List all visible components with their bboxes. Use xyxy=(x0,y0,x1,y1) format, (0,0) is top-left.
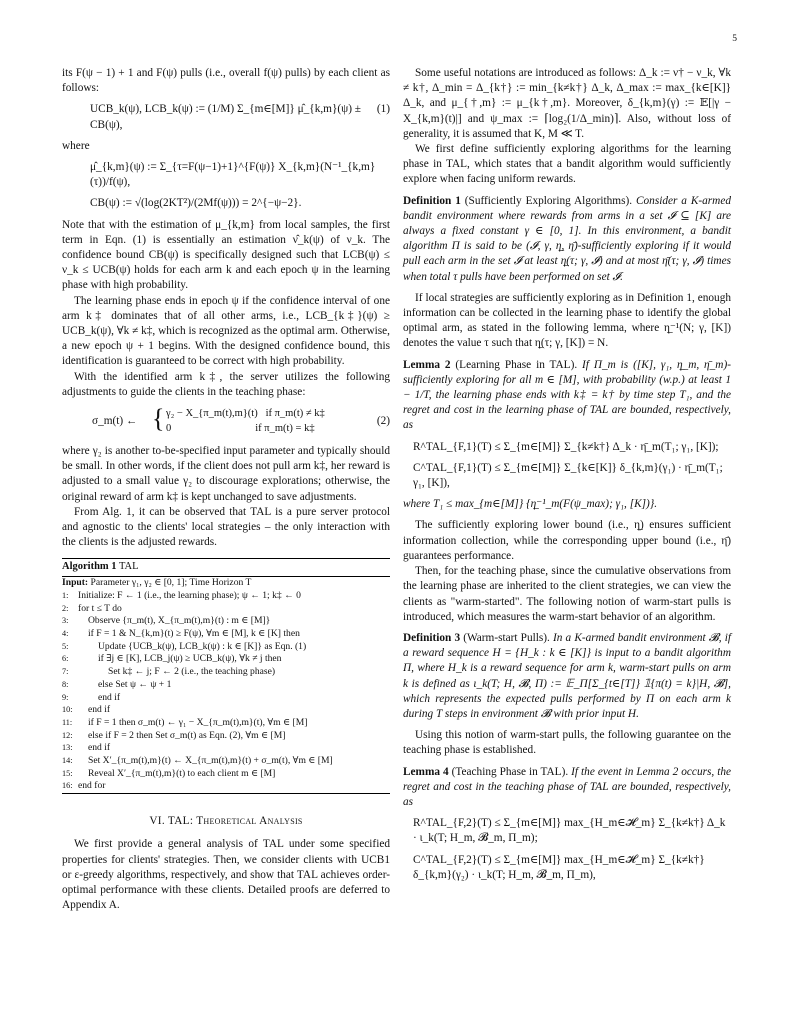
paragraph: Some useful notations are introduced as follows: Δ_k := ν† − ν_k, ∀k ≠ k†, Δ_min = Δ_{k†} := min_{k≠k†} Δ_k, Δ_max := max_{k∈[K]} Δ_k, and μ_{†,m} := μ_{k†,m}. Moreover, δ_{k,m}(γ) := 𝔼[|γ − X_{k,m}(t)|] and ψ_max := ⌈log₂(1/Δ_min)⌉. Also, without loss of generality, it is assumed that K, M ≪ T. xyxy=(403,67,731,140)
equation-cost: C^TAL_{F,2}(T) ≤ Σ_{m∈[M]} max_{H_m∈𝓗_m} Σ_{k≠k†} δ_{k,m}(γ₂) · ι_k(T; H_m, 𝓑_m, Π_m), xyxy=(413,853,705,881)
definition-label: Definition 3 xyxy=(403,631,461,644)
line-text: end if xyxy=(88,742,111,754)
line-number: 14: xyxy=(62,756,73,766)
line-number: 10: xyxy=(62,705,73,715)
right-column xyxy=(403,66,731,889)
equation-mu xyxy=(62,160,390,190)
algorithm-box xyxy=(62,558,390,794)
line-number: 4: xyxy=(62,629,69,638)
equation-number: (1) xyxy=(376,103,390,116)
line-text: Set k‡ ← j; F ← 2 (i.e., the teaching phase) xyxy=(108,666,276,678)
equation-2 xyxy=(62,406,390,438)
lemma-where: where T₁ ≤ max_{m∈[M]} {η̲⁻¹_m(F(ψ_max); γ₁, [K])}. xyxy=(403,498,658,511)
line-text: Set X′_{π_m(t),m}(t) ← X_{π_m(t),m}(t) + σ_m(t), ∀m ∈ [M] xyxy=(88,755,333,767)
lemma-name: (Learning Phase in TAL). xyxy=(455,358,578,371)
line-text: for t ≤ T do xyxy=(78,602,122,614)
line-number: 15: xyxy=(62,768,73,778)
line-text: end for xyxy=(78,780,106,792)
equation-case: 0 if π_m(t) = k‡ xyxy=(166,423,315,435)
input-label: Input: xyxy=(62,577,89,589)
paragraph: If local strategies are sufficiently exploring as in Definition 1, enough information can be collected in the learning phase to identify the global optimal arm, as stated in the following lemma, where η̲⁻¹(N; γ, [K]) denotes the value τ such that η̲(τ; γ, [K]) = N. xyxy=(403,291,731,350)
algorithm-title xyxy=(62,559,390,577)
equation-lhs: σ_m(t) ← xyxy=(92,415,138,428)
line-number: 3: xyxy=(62,616,69,626)
equation-cost: C^TAL_{F,1}(T) ≤ Σ_{m∈[M]} Σ_{k∈[K]} δ_{k,m}(γ₁) · η̄_m(T₁; γ₁, [K]), xyxy=(413,461,723,490)
line-number: 2: xyxy=(62,603,69,613)
paragraph: Then, for the teaching phase, since the cumulative observations from the learning phase are inherited to the client strategies, we can view the clients as "warm-started". The following notion of warm-start pulls is introduced, which measures the warm-start behavior of an algorithm. xyxy=(403,565,731,623)
line-text: if ∃j ∈ [K], LCB_j(ψ) ≥ UCB_k(ψ), ∀k ≠ j then xyxy=(98,653,282,665)
algorithm-line xyxy=(62,780,390,793)
definition-name: (Warm-start Pulls). xyxy=(463,631,550,644)
equation-body: UCB_k(ψ), LCB_k(ψ) := (1/M) Σ_{m∈[M]} μ̂_{k,m}(ψ) ± CB(ψ), xyxy=(90,103,362,131)
definition-1 xyxy=(403,194,731,285)
algorithm-line xyxy=(62,603,390,616)
lemma-4 xyxy=(403,765,731,811)
lemma-label: Lemma 2 xyxy=(403,358,451,371)
paragraph: We first define sufficiently exploring algorithms for the learning phase in TAL, which states that a bandit algorithm would sufficiently explore when facing uniform rewards. xyxy=(403,143,731,186)
line-number: 8: xyxy=(62,679,69,689)
equation-1 xyxy=(62,102,390,132)
definition-3 xyxy=(403,631,731,722)
algorithm-line xyxy=(62,742,390,755)
line-text: else Set ψ ← ψ + 1 xyxy=(98,678,172,690)
algorithm-line xyxy=(62,730,390,743)
lemma-2-equations xyxy=(403,440,731,492)
line-number: 9: xyxy=(62,692,69,702)
equation-number: (2) xyxy=(376,415,390,428)
line-number: 1: xyxy=(62,590,69,600)
equation-regret: R^TAL_{F,2}(T) ≤ Σ_{m∈[M]} max_{H_m∈𝓗_m} Σ_{k≠k†} Δ_k · ι_k(T; H_m, 𝓑_m, Π_m); xyxy=(413,817,726,845)
paragraph: its F(ψ − 1) + 1 and F(ψ) pulls (i.e., overall f(ψ) pulls) by each client as follows: xyxy=(62,67,390,95)
algorithm-input xyxy=(62,577,390,590)
line-text: end if xyxy=(98,691,121,703)
line-number: 6: xyxy=(62,654,69,664)
algorithm-line xyxy=(62,755,390,768)
equation-cb xyxy=(62,196,390,211)
definition-label: Definition 1 xyxy=(403,194,461,207)
algorithm-label: Algorithm 1 xyxy=(62,561,117,573)
input-text: Parameter γ₁, γ₂ ∈ [0, 1]; Time Horizon T xyxy=(90,577,252,589)
algorithm-line xyxy=(62,653,390,666)
line-text: if F = 1 & N_{k,m}(t) ≥ F(ψ), ∀m ∈ [M], k ∈ [K] then xyxy=(88,628,300,639)
equation-body: CB(ψ) := √(log(2KT²)/(2Mf(ψ))) = 2^{−ψ−2}. xyxy=(90,197,302,210)
algorithm-name: TAL xyxy=(118,561,139,573)
algorithm-line xyxy=(62,679,390,692)
paragraph: where xyxy=(62,139,90,152)
definition-body: In a K-armed bandit environment 𝓑, if a reward sequence H = {H_k : k ∈ [K]} is input to a bandit algorithm Π, where H_k is a reward sequence for arm k, warm-start pulls on arm k is defined as ι_k(T; H, 𝓑, Π) := 𝔼_Π[Σ_{t∈[T]} 𝟙{π(t) = k}|H, 𝓑], which represents the expected pulls performed by Π on each arm k during T steps in environment 𝓑 with prior input H. xyxy=(403,631,732,720)
line-number: 5: xyxy=(62,641,69,651)
lemma-body: If Π_m is ([K], γ₁, η̲_m, η̄_m)-sufficiently exploring for all m ∈ [M], with probability (w.p.) at least 1 − 1/T, the learning phase ends with k‡ = k† by time step T₁, and the regret and cost in the learning phase of TAL are bounded, respectively, as xyxy=(403,358,731,432)
lemma-body: If the event in Lemma 2 occurs, the regret and cost in the teaching phase of TAL are bounded, respectively, as xyxy=(403,765,731,808)
equation-regret: R^TAL_{F,1}(T) ≤ Σ_{m∈[M]} Σ_{k≠k†} Δ_k · η̄_m(T₁; γ₁, [K]); xyxy=(413,440,719,453)
equation-body: μ̂_{k,m}(ψ) := Σ_{τ=F(ψ−1)+1}^{F(ψ)} X_{k,m}(N⁻¹_{k,m}(τ))/f(ψ), xyxy=(90,161,376,189)
line-number: 7: xyxy=(62,667,69,677)
line-number: 13: xyxy=(62,743,73,753)
algorithm-line xyxy=(62,704,390,717)
line-text: end if xyxy=(88,704,111,716)
line-text: Reveal X′_{π_m(t),m}(t) to each client m ∈ [M] xyxy=(88,767,276,779)
paragraph: With the identified arm k‡, the server utilizes the following adjustments to guide the clients in the teaching phase: xyxy=(62,370,390,398)
algorithm-line xyxy=(62,692,390,705)
paragraph: Note that with the estimation of μ_{k,m} from local samples, the first term in Eqn. (1) is essentially an estimation ν̂_k(ψ) of ν_k. The confidence bound CB(ψ) is specifically designed such that LCB(ψ) ≤ ν_k ≤ UCB(ψ) holds for each arm k and each epoch ψ in the learning phase with high probability. xyxy=(62,218,390,292)
equation-case: γ₂ − X_{π_m(t),m}(t) if π_m(t) ≠ k‡ xyxy=(166,408,325,420)
paragraph: From Alg. 1, it can be observed that TAL is a pure server protocol and agnostic to the clients' local strategies – the only interaction with the clients is the adjusted rewards. xyxy=(62,505,390,549)
paragraph: Using this notion of warm-start pulls, the following guarantee on the teaching phase is established. xyxy=(403,729,731,757)
brace: { xyxy=(152,404,165,434)
algorithm-line xyxy=(62,666,390,679)
page-number: 5 xyxy=(732,34,737,44)
line-text: Initialize: F ← 1 (i.e., the learning phase); ψ ← 1; k‡ ← 0 xyxy=(78,589,301,601)
algorithm-line xyxy=(62,641,390,654)
algorithm-line xyxy=(62,615,390,628)
line-number: 11: xyxy=(62,717,73,727)
line-text: if F = 1 then σ_m(t) ← γ₁ − X_{π_m(t),m}(t), ∀m ∈ [M] xyxy=(88,716,308,728)
paragraph: We first provide a general analysis of TAL under some specified properties for clients' strategies. Then, we consider clients with UCB1 or ε-greedy algorithms, respectively, and show that TAL achieves order-optimal performance with these clients. Detailed proofs are deferred to Appendix A. xyxy=(62,838,390,912)
algorithm-line xyxy=(62,768,390,781)
lemma-2 xyxy=(403,358,731,434)
lemma-name: (Teaching Phase in TAL). xyxy=(451,765,569,778)
algorithm-line xyxy=(62,590,390,603)
line-text: else if F = 2 then Set σ_m(t) as Eqn. (2), ∀m ∈ [M] xyxy=(88,729,286,741)
algorithm-line xyxy=(62,628,390,641)
lemma-4-equations xyxy=(403,816,731,883)
paragraph: The learning phase ends in epoch ψ if the confidence interval of one arm k‡ dominates that of all other arms, i.e., LCB_{k‡}(ψ) ≥ UCB_k(ψ), ∀k ≠ k‡, which is recognized as the optimal arm. Otherwise, a new epoch ψ + 1 begins. With the designed confidence bound, this identification is guaranteed to be correct with high probability. xyxy=(62,294,390,368)
definition-name: (Sufficiently Exploring Algorithms). xyxy=(464,194,633,207)
left-column xyxy=(62,66,390,913)
paragraph: where γ₂ is another to-be-specified input parameter and typically should be small. In other words, if the client does not pull arm k‡, her reward is adjusted to a small value γ₂ to discourage explorations; otherwise, the original reward of arm k‡ is kept unchanged to save adjustments. xyxy=(62,445,390,503)
lemma-label: Lemma 4 xyxy=(403,765,449,778)
line-number: 12: xyxy=(62,730,73,740)
algorithm-lines xyxy=(62,590,390,793)
line-text: Observe {π_m(t), X_{π_m(t),m}(t) : m ∈ [M]} xyxy=(88,615,271,627)
line-text: Update {UCB_k(ψ), LCB_k(ψ) : k ∈ [K]} as Eqn. (1) xyxy=(98,640,307,652)
line-number: 16: xyxy=(62,781,73,791)
algorithm-line xyxy=(62,717,390,730)
definition-body: Consider a K-armed bandit environment where rewards from arms in a set 𝓘 ⊆ [K] are always a fixed constant γ ∈ [0, 1]. In this environment, a bandit algorithm Π is said to be (𝓘, γ, η̲, η̄)-sufficiently exploring if it would pull each arm in the set 𝓘 at least η̲(τ; γ, 𝓘) and at most η̄(τ; γ, 𝓘) times when total τ pulls have been performed on set 𝓘. xyxy=(403,194,732,283)
section-title: VI. TAL: Theoretical Analysis xyxy=(149,815,303,828)
paragraph: The sufficiently exploring lower bound (i.e., η̲) ensures sufficient information collection, while the corresponding upper bound (i.e., η̄) guarantees performance. xyxy=(403,519,731,562)
